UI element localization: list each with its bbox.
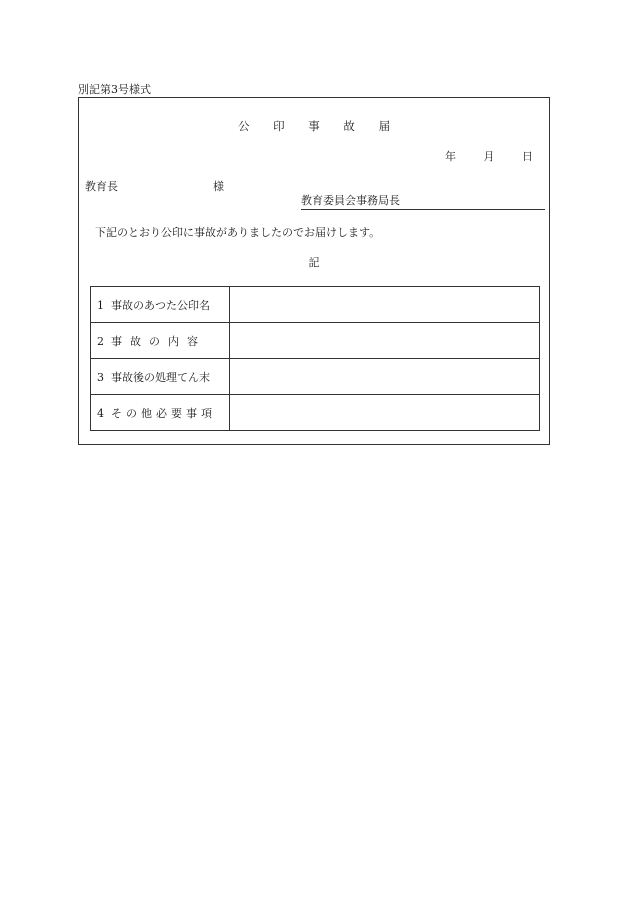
row-label: [91, 395, 230, 431]
date-day: 日: [522, 150, 533, 163]
row-number: 2: [97, 334, 104, 348]
form-number-label: 別記第3号様式: [78, 83, 151, 96]
row-number: 1: [97, 298, 104, 312]
ki-heading: 記: [308, 256, 320, 269]
addressee: [85, 178, 224, 194]
addressee-honorific: 様: [213, 180, 224, 193]
title-char: 印: [273, 119, 285, 133]
row-value[interactable]: [230, 359, 540, 395]
date-year: 年: [445, 150, 456, 163]
body-text: 下記のとおり公印に事故がありましたのでお届けします。: [95, 226, 381, 239]
row-number: 4: [97, 406, 104, 420]
sender-name: 教育委員会事務局長: [301, 194, 400, 207]
row-label-text: 事故の内容: [111, 334, 206, 348]
row-label-text: その他必要事項: [111, 406, 216, 420]
row-value[interactable]: [230, 287, 540, 323]
title-char: 公: [237, 119, 250, 133]
row-label-text: 事故のあつた公印名: [111, 298, 210, 312]
row-label: [91, 287, 230, 323]
title-char: 事: [308, 119, 320, 133]
date-line: [421, 148, 533, 164]
row-label-text: 事故後の処理てん末: [111, 370, 210, 384]
sender-line: [301, 192, 545, 210]
title-char: 届: [378, 119, 391, 133]
table-row: [91, 395, 540, 431]
row-value[interactable]: [230, 395, 540, 431]
row-value[interactable]: [230, 323, 540, 359]
form-title: [79, 118, 549, 134]
addressee-name: 教育長: [85, 180, 118, 193]
table-row: [91, 359, 540, 395]
details-table: [90, 286, 540, 431]
row-label: [91, 359, 230, 395]
form-frame: [78, 97, 550, 445]
row-number: 3: [97, 370, 104, 384]
title-char: 故: [343, 119, 355, 133]
table-row: [91, 287, 540, 323]
row-label: [91, 323, 230, 359]
table-row: [91, 323, 540, 359]
date-month: 月: [483, 150, 495, 163]
